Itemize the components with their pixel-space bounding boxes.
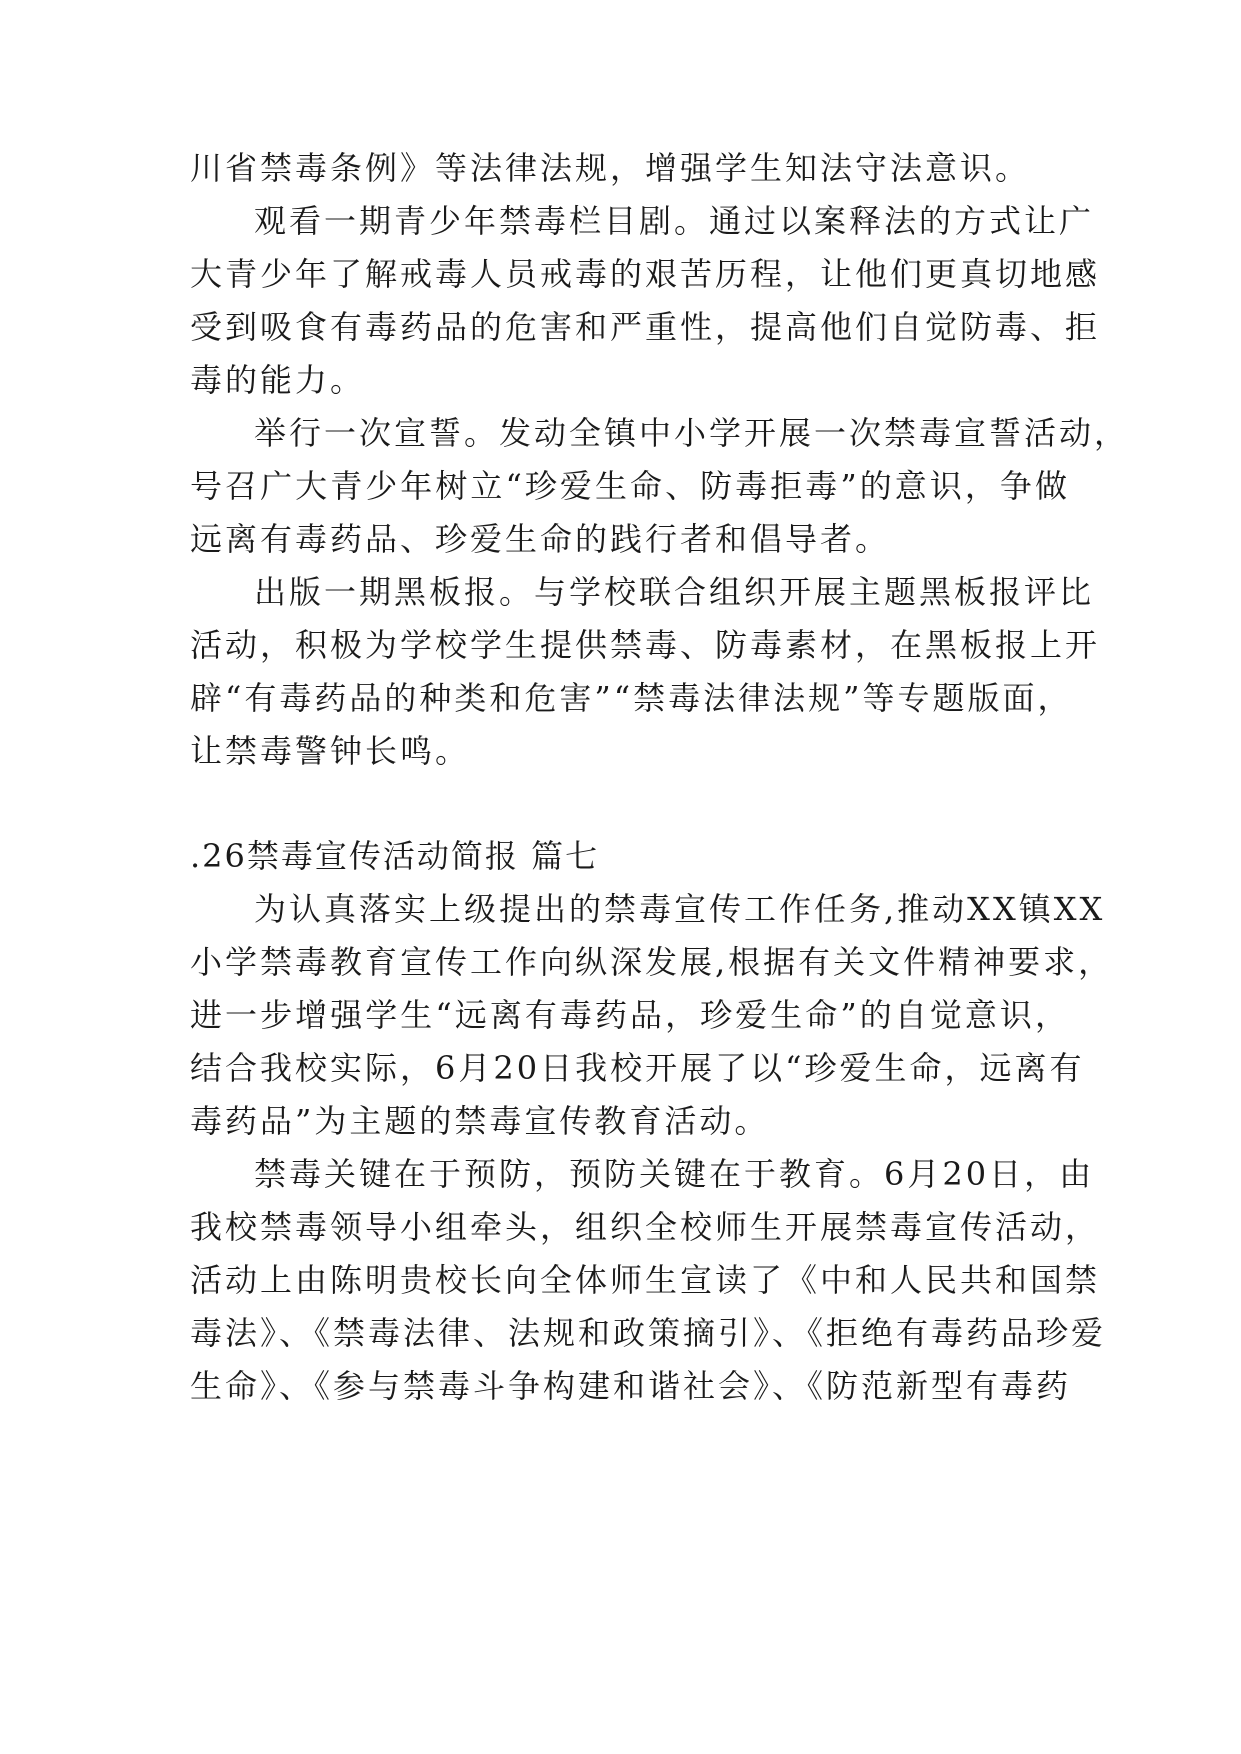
text-line: 让禁毒警钟长鸣。 bbox=[190, 732, 471, 770]
text-line: 观看一期青少年禁毒栏目剧。通过以案释法的方式让广 bbox=[254, 202, 1095, 240]
text-line: 进一步增强学生“远离有毒药品，珍爱生命”的自觉意识， bbox=[190, 996, 1070, 1034]
text-line: 川省禁毒条例》等法律法规，增强学生知法守法意识。 bbox=[190, 149, 1031, 187]
text-line: 毒药品”为主题的禁毒宣传教育活动。 bbox=[190, 1102, 770, 1140]
text-line: 我校禁毒领导小组牵头，组织全校师生开展禁毒宣传活动， bbox=[190, 1208, 1101, 1246]
text-line: 出版一期黑板报。与学校联合组织开展主题黑板报评比 bbox=[254, 573, 1095, 611]
text-line: 小学禁毒教育宣传工作向纵深发展,根据有关文件精神要求， bbox=[190, 943, 1114, 981]
text-line: 辟“有毒药品的种类和危害”“禁毒法律法规”等专题版面， bbox=[190, 679, 1073, 717]
text-line: 活动上由陈明贵校长向全体师生宣读了《中和人民共和国禁 bbox=[190, 1261, 1101, 1299]
text-line: 大青少年了解戒毒人员戒毒的艰苦历程，让他们更真切地感 bbox=[190, 255, 1101, 293]
text-line: 举行一次宣誓。发动全镇中小学开展一次禁毒宣誓活动， bbox=[254, 414, 1130, 452]
text-line: 毒法》、《禁毒法律、法规和政策摘引》、《拒绝有毒药品珍爱 bbox=[190, 1314, 1107, 1352]
text-line: 生命》、《参与禁毒斗争构建和谐社会》、《防范新型有毒药 bbox=[190, 1367, 1072, 1405]
text-line: 禁毒关键在于预防，预防关键在于教育。6月20日，由 bbox=[254, 1155, 1095, 1193]
text-line: 受到吸食有毒药品的危害和严重性，提高他们自觉防毒、拒 bbox=[190, 308, 1101, 346]
text-line: 号召广大青少年树立“珍爱生命、防毒拒毒”的意识，争做 bbox=[190, 467, 1070, 505]
section-heading: .26禁毒宣传活动简报 篇七 bbox=[190, 837, 600, 875]
text-line: 毒的能力。 bbox=[190, 361, 366, 399]
text-line: 结合我校实际，6月20日我校开展了以“珍爱生命，远离有 bbox=[190, 1049, 1085, 1087]
text-line: 活动，积极为学校学生提供禁毒、防毒素材，在黑板报上开 bbox=[190, 626, 1101, 664]
text-line: 远离有毒药品、珍爱生命的践行者和倡导者。 bbox=[190, 520, 891, 558]
text-line: 为认真落实上级提出的禁毒宣传工作任务,推动XX镇XX bbox=[254, 890, 1106, 928]
